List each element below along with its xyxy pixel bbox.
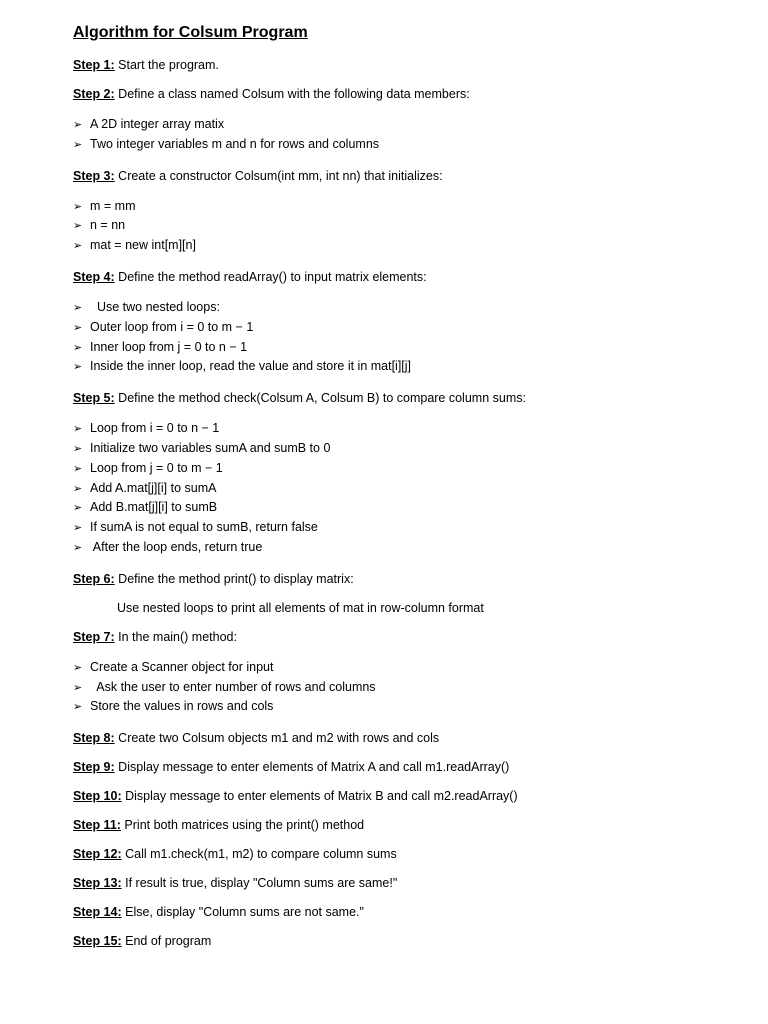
step-text: If result is true, display "Column sums are same!" [121, 876, 398, 891]
step-text: Print both matrices using the print() method [120, 818, 365, 833]
list-item [73, 538, 733, 558]
step-7-bullets [73, 658, 733, 717]
step-label: Step 6: [73, 571, 115, 586]
bullet-text: n = nn [90, 218, 126, 233]
document-page [73, 22, 733, 962]
step-label: Step 2: [73, 87, 115, 101]
step-1 [73, 57, 733, 73]
step-text: In the main() method: [114, 629, 237, 644]
list-item [73, 216, 733, 236]
arrow-bullet-icon: ➢ [73, 200, 83, 213]
arrow-bullet-icon: ➢ [73, 361, 83, 374]
bullet-text: After the loop ends, return true [90, 539, 263, 554]
list-item [73, 197, 733, 217]
list-item [73, 439, 733, 459]
step-4-bullets [73, 298, 733, 377]
arrow-bullet-icon: ➢ [73, 701, 83, 714]
bullet-text: If sumA is not equal to sumB, return false [90, 520, 318, 535]
list-item [73, 459, 733, 479]
step-label: Step 12: [73, 847, 122, 862]
step-label: Step 15: [73, 934, 122, 949]
step-text: Define the method readArray() to input matrix elements: [114, 269, 427, 284]
step-label: Step 7: [73, 629, 115, 644]
bullet-text: Use two nested loops: [90, 299, 220, 314]
step-label: Step 4: [73, 269, 115, 284]
bullet-text: Ask the user to enter number of rows and columns [90, 679, 376, 694]
list-item [73, 678, 733, 698]
step-text: Create two Colsum objects m1 and m2 with rows and cols [114, 731, 440, 746]
arrow-bullet-icon: ➢ [73, 321, 83, 334]
bullet-text: Loop from i = 0 to n − 1 [90, 421, 220, 436]
step-label: Step 1: [73, 58, 115, 72]
step-text: Define the method print() to display matrix: [114, 571, 354, 586]
list-item [73, 658, 733, 678]
step-5-bullets [73, 419, 733, 558]
step-14 [73, 904, 733, 920]
step-label: Step 13: [73, 876, 122, 891]
bullet-text: Initialize two variables sumA and sumB to 0 [90, 440, 331, 455]
step-text: Display message to enter elements of Matrix A and call m1.readArray() [114, 760, 510, 775]
step-label: Step 11: [73, 818, 121, 833]
step-9 [73, 759, 733, 775]
arrow-bullet-icon: ➢ [73, 522, 83, 535]
step-10 [73, 788, 733, 804]
list-item [73, 479, 733, 499]
step-text: Call m1.check(m1, m2) to compare column sums [121, 847, 397, 862]
bullet-text: Two integer variables m and n for rows and columns [90, 136, 380, 151]
bullet-text: Add B.mat[j][i] to sumB [90, 500, 218, 515]
list-item [73, 298, 733, 318]
step-label: Step 8: [73, 731, 115, 746]
bullet-text: Inner loop from j = 0 to n − 1 [90, 339, 248, 354]
arrow-bullet-icon: ➢ [73, 462, 83, 475]
bullet-text: Add A.mat[j][i] to sumA [90, 480, 217, 495]
step-12 [73, 846, 733, 862]
bullet-text: Inside the inner loop, read the value and store it in mat[i][j] [90, 359, 412, 374]
step-text: Define the method check(Colsum A, Colsum B) to compare column sums: [114, 391, 526, 406]
bullet-text: Create a Scanner object for input [90, 659, 274, 674]
arrow-bullet-icon: ➢ [73, 482, 83, 495]
step-6 [73, 571, 733, 587]
arrow-bullet-icon: ➢ [73, 681, 83, 694]
list-item [73, 135, 733, 155]
bullet-text: m = mm [90, 198, 136, 213]
step-13 [73, 875, 733, 891]
step-5 [73, 390, 733, 406]
step-15 [73, 933, 733, 949]
bullet-text: mat = new int[m][n] [90, 238, 196, 253]
step-label: Step 5: [73, 391, 115, 406]
arrow-bullet-icon: ➢ [73, 442, 83, 455]
arrow-bullet-icon: ➢ [73, 240, 83, 253]
list-item [73, 318, 733, 338]
arrow-bullet-icon: ➢ [73, 502, 83, 515]
step-8 [73, 730, 733, 746]
arrow-bullet-icon: ➢ [73, 301, 83, 314]
document-title: Algorithm for Colsum Program [73, 24, 308, 41]
step-3-bullets [73, 197, 733, 256]
arrow-bullet-icon: ➢ [73, 119, 83, 131]
list-item [73, 236, 733, 256]
arrow-bullet-icon: ➢ [73, 541, 83, 554]
list-item [73, 498, 733, 518]
step-text: End of program [121, 934, 212, 949]
step-text: Start the program. [114, 58, 219, 72]
step-text: Define a class named Colsum with the following data members: [114, 87, 470, 101]
arrow-bullet-icon: ➢ [73, 220, 83, 233]
list-item [73, 697, 733, 717]
step-text: Create a constructor Colsum(int mm, int nn) that initializes: [114, 168, 443, 183]
arrow-bullet-icon: ➢ [73, 341, 83, 354]
step-2-bullets [73, 115, 733, 155]
bullet-text: Store the values in rows and cols [90, 699, 274, 714]
arrow-bullet-icon: ➢ [73, 661, 83, 674]
bullet-text: Outer loop from i = 0 to m − 1 [90, 319, 254, 334]
arrow-bullet-icon: ➢ [73, 138, 83, 151]
list-item [73, 115, 733, 135]
step-label: Step 3: [73, 168, 115, 183]
step-7 [73, 629, 733, 645]
step-6-note: Use nested loops to print all elements of mat in row-column format [117, 600, 484, 615]
bullet-text: Loop from j = 0 to m − 1 [90, 460, 223, 475]
list-item [73, 357, 733, 377]
list-item [73, 518, 733, 538]
bullet-text: A 2D integer array matix [90, 117, 225, 131]
step-4 [73, 269, 733, 285]
list-item [73, 338, 733, 358]
list-item [73, 419, 733, 439]
step-2 [73, 86, 733, 102]
step-label: Step 14: [73, 905, 122, 920]
step-text: Display message to enter elements of Matrix B and call m2.readArray() [121, 789, 518, 804]
step-text: Else, display "Column sums are not same." [121, 905, 364, 920]
step-11 [73, 817, 733, 833]
arrow-bullet-icon: ➢ [73, 423, 83, 436]
step-label: Step 9: [73, 760, 115, 775]
step-3 [73, 168, 733, 184]
step-label: Step 10: [73, 789, 122, 804]
